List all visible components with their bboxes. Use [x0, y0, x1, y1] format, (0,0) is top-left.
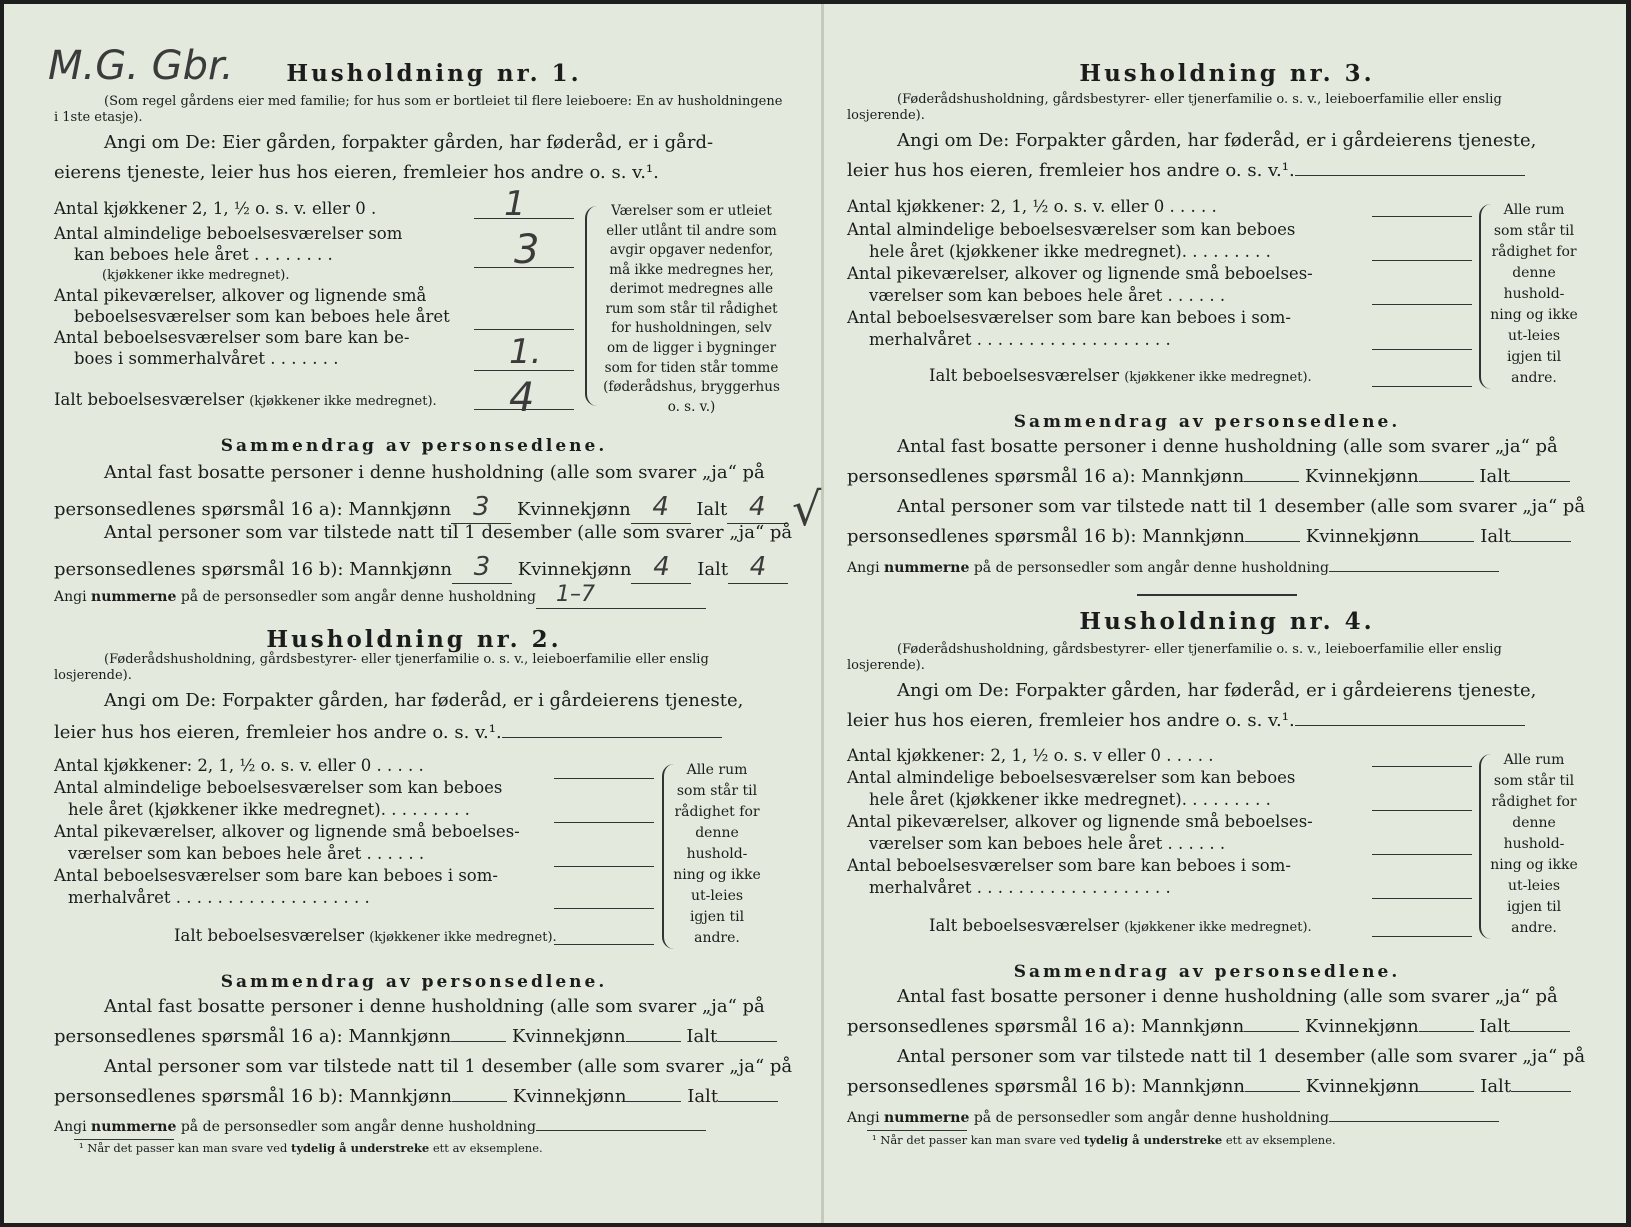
household-3-angi-line1: Angi om De: Forpakter gården, har føderåd, er i gårdeierens tjeneste,: [897, 130, 1537, 151]
footnote-pre: ¹ Når det passer kan man svare ved: [79, 1141, 288, 1155]
household-3-sommer-line2: merhalvåret . . . . . . . . . . . . . . . . . . .: [869, 330, 1171, 349]
answer-line: [1372, 766, 1472, 767]
angi2-label: leier hus hos eieren, fremleier hos andre o. s. v.¹.: [54, 722, 502, 743]
s1b-label: personsedlenes spørsmål 16 a): Mannkjønn: [847, 466, 1245, 487]
hw-kjokken: 1: [504, 184, 526, 224]
s2b-label: personsedlenes spørsmål 16 b): Mannkjønn: [847, 1076, 1246, 1097]
ialt-label: Ialt: [696, 499, 728, 520]
household-3-ialt: [929, 366, 1312, 386]
kvinne-label: Kvinnekjønn: [511, 1026, 626, 1047]
hw-m2: 3: [473, 552, 491, 582]
ialt-label: Ialt: [697, 559, 729, 580]
kvinne-label: Kvinnekjønn: [516, 499, 631, 520]
angi-bold: nummerne: [91, 589, 177, 605]
household-2-angi-line1: Angi om De: Forpakter gården, har føderåd, er i gårdeierens tjeneste,: [104, 690, 744, 711]
hw-k1: 4: [652, 492, 669, 522]
household-4-alm-line1: Antal almindelige beboelsesværelser som kan beboes: [847, 768, 1296, 787]
household-4-pike-line2: værelser som kan beboes hele året . . . . . .: [869, 834, 1226, 853]
pike-answer-line: [474, 329, 574, 330]
household-4-angi-line2: [847, 710, 1525, 732]
answer-line: [1372, 854, 1472, 855]
household-3-alm-line1: Antal almindelige beboelsesværelser som kan beboes: [847, 220, 1296, 239]
s2b-label: personsedlenes spørsmål 16 b): Mannkjønn: [54, 559, 453, 580]
household-2-ialt: [174, 926, 557, 946]
kvinne-label: Kvinnekjønn: [1305, 1076, 1420, 1097]
household-1-sommer-line2: boes i sommerhalvåret . . . . . . .: [74, 349, 339, 368]
household-3-alm-line2: hele året (kjøkkener ikke medregnet). . . . . . . . .: [869, 242, 1271, 261]
hw-checkmark: √: [792, 482, 822, 536]
page-fold: [821, 4, 824, 1223]
hw-alm: 3: [514, 227, 540, 273]
household-4-note: (Føderådshusholdning, gårdsbestyrer- eller tjenerfamilie o. s. v., leieboerfamilie eller enslig losjerende).: [847, 642, 1502, 674]
household-2-s1b: [54, 1026, 777, 1048]
left-footnote: [79, 1142, 543, 1156]
household-3-note: (Føderådshusholdning, gårdsbestyrer- eller tjenerfamilie o. s. v., leieboerfamilie eller enslig losjerende).: [847, 92, 1502, 124]
hw-i2: 4: [749, 552, 767, 582]
ialt-note: (kjøkkener ikke medregnet).: [1124, 920, 1312, 935]
footnote-bold: tydelig å understreke: [1084, 1133, 1223, 1147]
household-1-s2b: [54, 552, 788, 584]
ialt-label: Ialt: [1479, 1016, 1511, 1037]
household-2-s2a: Antal personer som var tilstede natt til 1 desember (alle som svarer „ja“ på: [104, 1056, 793, 1077]
household-2-sommer-line1: Antal beboelsesværelser som bare kan beboes i som-: [54, 866, 498, 885]
household-2-summary-title: Sammendrag av personsedlene.: [220, 972, 608, 992]
s2b-label: personsedlenes spørsmål 16 b): Mannkjønn: [54, 1086, 453, 1107]
footnote-rule: [867, 1130, 967, 1131]
right-page: [847, 4, 1607, 1223]
s1b-label: personsedlenes spørsmål 16 a): Mannkjønn: [54, 1026, 452, 1047]
kvinne-label: Kvinnekjønn: [517, 559, 632, 580]
household-1-s1b: [54, 492, 787, 524]
angi2-label: leier hus hos eieren, fremleier hos andre o. s. v.¹.: [847, 710, 1295, 731]
household-1-alm-line3: (kjøkkener ikke medregnet).: [102, 268, 290, 283]
hw-i1: 4: [748, 492, 766, 522]
answer-line: [1372, 810, 1472, 811]
angi-post: på de personsedler som angår denne husholdning: [973, 560, 1329, 576]
ialt-label: Ialt: [1480, 1076, 1512, 1097]
answer-line: [1372, 260, 1472, 261]
household-2-sommer-line2: merhalvåret . . . . . . . . . . . . . . . . . . .: [68, 888, 370, 907]
household-2-angi-line2: [54, 722, 722, 744]
ialt-label: Ialt: [1480, 526, 1512, 547]
household-1-alm-line1: Antal almindelige beboelsesværelser som: [54, 224, 403, 243]
answer-line: [1372, 216, 1472, 217]
household-1-pike-line2: beboelsesværelser som kan beboes hele året: [74, 307, 450, 326]
section-divider: [1137, 594, 1297, 596]
household-1-ialt-note: (kjøkkener ikke medregnet).: [249, 394, 437, 409]
household-4-angi-line1: Angi om De: Forpakter gården, har føderåd, er i gårdeierens tjeneste,: [897, 680, 1537, 701]
household-1-angi-line1: Angi om De: Eier gården, forpakter gården, har føderåd, er i gård-: [104, 132, 714, 153]
ialt-label: Ialt: [1479, 466, 1511, 487]
household-4-pike-line1: Antal pikeværelser, alkover og lignende små beboelses-: [847, 812, 1313, 831]
angi-bold: nummerne: [91, 1119, 177, 1135]
footnote-rule: [74, 1139, 174, 1140]
answer-line: [1372, 898, 1472, 899]
ialt-note: (kjøkkener ikke medregnet).: [1124, 370, 1312, 385]
household-4-s1b: [847, 1016, 1570, 1038]
household-4-kjokken: Antal kjøkkener: 2, 1, ½ o. s. v eller 0 . . . . .: [847, 746, 1214, 765]
answer-line: [1372, 386, 1472, 387]
hw-ialt: 4: [509, 375, 535, 421]
footnote-pre: ¹ Når det passer kan man svare ved: [872, 1133, 1081, 1147]
footnote-bold: tydelig å understreke: [291, 1141, 430, 1155]
household-3-pike-line1: Antal pikeværelser, alkover og lignende små beboelses-: [847, 264, 1313, 283]
household-2-alm-line1: Antal almindelige beboelsesværelser som kan beboes: [54, 778, 503, 797]
household-4-s1a: Antal fast bosatte personer i denne husholdning (alle som svarer „ja“ på: [897, 986, 1558, 1007]
answer-line: [1372, 349, 1472, 350]
household-3-nummerne: [847, 560, 1499, 577]
answer-line: [554, 822, 654, 823]
household-3-summary-title: Sammendrag av personsedlene.: [1013, 412, 1401, 432]
household-1-s2a: Antal personer som var tilstede natt til 1 desember (alle som svarer „ja“ på: [104, 522, 793, 543]
hw-k2: 4: [653, 552, 670, 582]
kvinne-label: Kvinnekjønn: [512, 1086, 627, 1107]
household-1-sommer-line1: Antal beboelsesværelser som bare kan be-: [54, 328, 410, 347]
household-1-nummerne: [54, 582, 706, 609]
angi2-label: leier hus hos eieren, fremleier hos andre o. s. v.¹.: [847, 160, 1295, 181]
angi-post: på de personsedler som angår denne husholdning: [180, 1119, 536, 1135]
household-2-title: Husholdning nr. 2.: [266, 626, 562, 653]
household-4-alm-line2: hele året (kjøkkener ikke medregnet). . . . . . . . .: [869, 790, 1271, 809]
answer-line: [554, 778, 654, 779]
answer-line: [554, 908, 654, 909]
ialt-note: (kjøkkener ikke medregnet).: [369, 930, 557, 945]
answer-line: [1372, 304, 1472, 305]
kvinne-label: Kvinnekjønn: [1304, 466, 1419, 487]
angi-pre: Angi: [54, 589, 87, 605]
household-3-title: Husholdning nr. 3.: [1079, 60, 1375, 87]
household-2-nummerne: [54, 1119, 706, 1136]
household-4-sommer-line1: Antal beboelsesværelser som bare kan beboes i som-: [847, 856, 1291, 875]
household-3-sommer-line1: Antal beboelsesværelser som bare kan beboes i som-: [847, 308, 1291, 327]
household-1-kjokken: Antal kjøkkener 2, 1, ½ o. s. v. eller 0 .: [54, 199, 377, 218]
household-2-pike-line2: værelser som kan beboes hele året . . . . . .: [68, 844, 425, 863]
household-2-pike-line1: Antal pikeværelser, alkover og lignende små beboelses-: [54, 822, 520, 841]
s2b-label: personsedlenes spørsmål 16 b): Mannkjønn: [847, 526, 1246, 547]
household-3-side-note: Alle rum som står til rådighet for denne hushold-ning og ikke ut-leies igjen til andre.: [1490, 202, 1578, 386]
household-1-pike-line1: Antal pikeværelser, alkover og lignende små: [54, 286, 427, 305]
ialt-label: Ialt: [687, 1086, 719, 1107]
angi-post: på de personsedler som angår denne husholdning: [180, 589, 536, 605]
household-2-note: (Føderådshusholdning, gårdsbestyrer- eller tjenerfamilie o. s. v., leieboerfamilie eller enslig losjerende).: [54, 652, 709, 684]
household-2-alm-line2: hele året (kjøkkener ikke medregnet). . . . . . . . .: [68, 800, 470, 819]
household-3-s1b: [847, 466, 1570, 488]
left-page: [48, 4, 822, 1223]
household-3-pike-line2: værelser som kan beboes hele året . . . . . .: [869, 286, 1226, 305]
kvinne-label: Kvinnekjønn: [1304, 1016, 1419, 1037]
footnote-post: ett av eksemplene.: [1225, 1133, 1336, 1147]
answer-line: [554, 866, 654, 867]
s1b-label: personsedlenes spørsmål 16 a): Mannkjønn: [54, 499, 452, 520]
angi-pre: Angi: [847, 560, 880, 576]
household-4-s2a: Antal personer som var tilstede natt til 1 desember (alle som svarer „ja“ på: [897, 1046, 1586, 1067]
hw-num: 1–7: [555, 582, 595, 607]
household-2-s1a: Antal fast bosatte personer i denne husholdning (alle som svarer „ja“ på: [104, 996, 765, 1017]
household-1-brace: [585, 206, 597, 406]
angi-bold: nummerne: [884, 1110, 970, 1126]
household-4-sommer-line2: merhalvåret . . . . . . . . . . . . . . . . . . .: [869, 878, 1171, 897]
household-1-title: Husholdning nr. 1.: [286, 60, 582, 87]
angi-pre: Angi: [847, 1110, 880, 1126]
household-1-side-note: Værelser som er utleiet eller utlånt til andre som avgir opgaver nedenfor, må ikke medregnes her, derimot medregnes alle rum som står til rådighet for husholdningen, selv om de ligger i bygninger som for tiden står tomme (føderådshus, bryggerhus o. s. v.): [603, 203, 780, 415]
ialt-label: Ialt: [686, 1026, 718, 1047]
household-1-s1a: Antal fast bosatte personer i denne husholdning (alle som svarer „ja“ på: [104, 462, 765, 483]
household-4-ialt: [929, 916, 1312, 936]
hw-sommer: 1.: [509, 332, 542, 372]
household-3-s1a: Antal fast bosatte personer i denne husholdning (alle som svarer „ja“ på: [897, 436, 1558, 457]
household-3-s2b: [847, 526, 1571, 548]
angi-post: på de personsedler som angår denne husholdning: [973, 1110, 1329, 1126]
ialt-label: Ialt beboelsesværelser: [929, 366, 1119, 385]
signature: M.G. Gbr.: [48, 43, 234, 89]
s1b-label: personsedlenes spørsmål 16 a): Mannkjønn: [847, 1016, 1245, 1037]
household-3-kjokken: Antal kjøkkener: 2, 1, ½ o. s. v. eller 0 . . . . .: [847, 197, 1217, 216]
hw-m1: 3: [472, 492, 490, 522]
household-1-angi-line2: eierens tjeneste, leier hus hos eieren, fremleier hos andre o. s. v.¹.: [54, 162, 659, 183]
footnote-post: ett av eksemplene.: [432, 1141, 543, 1155]
household-4-s2b: [847, 1076, 1571, 1098]
household-2-side-note: Alle rum som står til rådighet for denne hushold-ning og ikke ut-leies igjen til andre.: [673, 762, 761, 946]
household-1-alm-line2: kan beboes hele året . . . . . . . .: [74, 245, 333, 264]
household-4-title: Husholdning nr. 4.: [1079, 608, 1375, 635]
household-3-s2a: Antal personer som var tilstede natt til 1 desember (alle som svarer „ja“ på: [897, 496, 1586, 517]
household-1-note: (Som regel gårdens eier med familie; for hus som er bortleiet til flere leieboere: En av husholdningene i 1ste etasje).: [54, 94, 783, 126]
household-4-side-note: Alle rum som står til rådighet for denne hushold-ning og ikke ut-leies igjen til andre.: [1490, 752, 1578, 936]
household-1-summary-title: Sammendrag av personsedlene.: [220, 436, 608, 456]
answer-line: [1372, 936, 1472, 937]
ialt-label: Ialt beboelsesværelser: [174, 926, 364, 945]
household-2-s2b: [54, 1086, 778, 1108]
answer-line: [554, 944, 654, 945]
household-3-angi-line2: [847, 160, 1525, 182]
census-sheet: [4, 4, 1626, 1223]
angi-pre: Angi: [54, 1119, 87, 1135]
right-footnote: [872, 1134, 1336, 1148]
angi-bold: nummerne: [884, 560, 970, 576]
kvinne-label: Kvinnekjønn: [1305, 526, 1420, 547]
household-4-nummerne: [847, 1110, 1499, 1127]
ialt-label: Ialt beboelsesværelser: [929, 916, 1119, 935]
household-1-ialt: [54, 390, 437, 410]
household-4-summary-title: Sammendrag av personsedlene.: [1013, 962, 1401, 982]
household-1-ialt-label: Ialt beboelsesværelser: [54, 390, 244, 409]
household-2-kjokken: Antal kjøkkener: 2, 1, ½ o. s. v. eller 0 . . . . .: [54, 756, 424, 775]
